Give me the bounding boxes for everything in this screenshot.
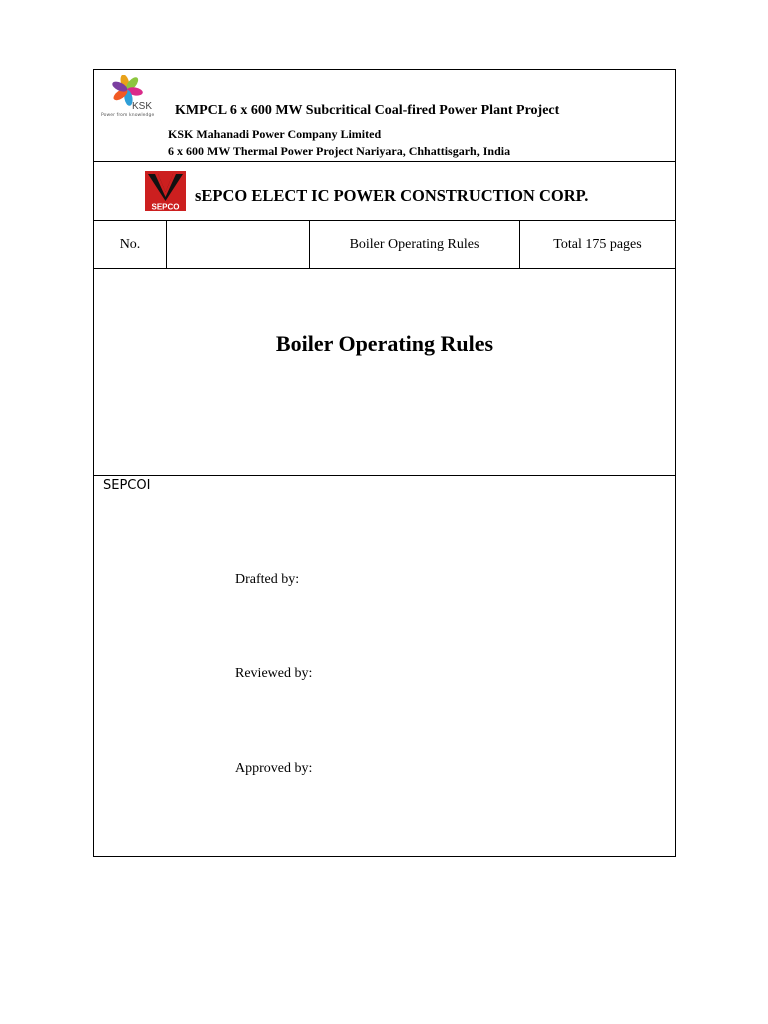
number-label: No.: [94, 221, 167, 268]
project-description: 6 x 600 MW Thermal Power Project Nariyara, Chhattisgarh, India: [168, 144, 511, 158]
company-header: [94, 162, 675, 221]
document-cover: [93, 69, 676, 857]
ksk-logo: [101, 75, 169, 121]
approved-by-label: Approved by:: [235, 761, 313, 776]
project-title: KMPCL 6 x 600 MW Subcritical Coal-fired Power Plant Project: [175, 103, 560, 118]
reviewed-by-label: Reviewed by:: [235, 666, 313, 681]
number-value: [167, 221, 310, 268]
organization-label: SEPCOI: [103, 478, 151, 493]
document-title-cell: Boiler Operating Rules: [310, 221, 520, 268]
total-pages: Total 175 pages: [553, 236, 642, 252]
client-name: KSK Mahanadi Power Company Limited: [168, 127, 382, 141]
document-title: Boiler Operating Rules: [275, 331, 494, 356]
company-name: sEPCO ELECT IC POWER CONSTRUCTION CORP.: [195, 186, 589, 205]
sepco-logo-text: SEPCO: [151, 202, 180, 211]
title-section: [94, 269, 675, 476]
ksk-logo-text: KSK: [132, 101, 153, 112]
document-info-row: [94, 221, 675, 269]
project-header: [94, 70, 675, 162]
drafted-by-label: Drafted by:: [235, 572, 300, 587]
sepco-logo: [145, 171, 186, 211]
ksk-tagline: Power from knowledge: [101, 113, 155, 118]
signoff-section: [94, 476, 675, 856]
